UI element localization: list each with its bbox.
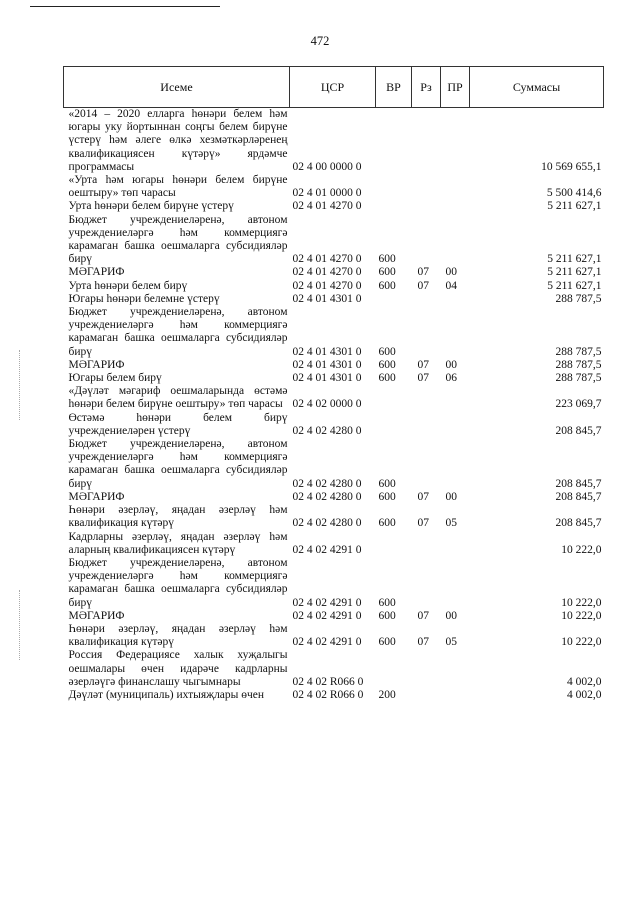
cell-csr: 02 4 00 0000 0 [292,160,362,173]
cell-csr: 02 4 02 4291 0 [292,609,362,622]
budget-table [63,66,604,702]
cell-pr: 00 [445,490,457,503]
cell-rz [412,438,441,491]
table-row [64,689,604,702]
cell-name: Өстәмә һөнәри белем бирү учреждениеләрен үстерү [68,411,288,437]
table-row [64,412,604,438]
cell-rz: 07 [417,372,429,385]
table-row [64,108,604,175]
cell-rz: 07 [417,517,429,530]
cell-sum: 288 787,5 [555,345,602,358]
cell-pr [441,438,470,491]
cell-csr: 02 4 02 R066 0 [292,688,364,701]
cell-rz: 07 [417,266,429,279]
cell-vr: 600 [378,266,396,279]
cell-csr: 02 4 01 4301 0 [292,292,362,305]
cell-name: МӘГАРИФ [68,266,125,279]
cell-sum: 5 211 627,1 [547,279,602,292]
cell-csr: 02 4 02 4280 0 [292,490,362,503]
cell-vr: 600 [378,253,396,266]
cell-pr: 05 [445,636,457,649]
cell-csr: 02 4 01 4301 0 [292,372,362,385]
cell-name: «Урта һәм югары һөнәри белем бирүне оештыру» төп чарасы [68,174,288,200]
cell-rz: 07 [417,609,429,622]
cell-vr [376,108,412,175]
table-row [64,438,604,491]
cell-rz [412,531,441,557]
cell-name: МӘГАРИФ [68,609,125,622]
cell-rz [412,649,441,689]
cell-csr: 02 4 02 4280 0 [292,424,362,437]
cell-pr [441,174,470,200]
cell-sum: 288 787,5 [555,292,602,305]
cell-sum: 208 845,7 [555,477,602,490]
cell-sum: 208 845,7 [555,490,602,503]
table-row [64,200,604,213]
page-number: 472 [310,34,330,48]
cell-sum: 223 069,7 [555,398,602,411]
table-row [64,385,604,411]
cell-rz [412,557,441,610]
cell-rz [412,293,441,306]
cell-vr [376,200,412,213]
cell-csr: 02 4 01 4270 0 [292,266,362,279]
cell-rz [412,174,441,200]
cell-csr: 02 4 02 0000 0 [292,398,362,411]
cell-vr: 600 [378,490,396,503]
cell-csr: 02 4 01 4301 0 [292,345,362,358]
cell-pr: 06 [445,372,457,385]
top-rule [30,6,220,7]
cell-rz [412,385,441,411]
margin-mark [19,350,20,420]
cell-pr: 00 [445,358,457,371]
cell-csr: 02 4 02 4291 0 [292,543,362,556]
cell-pr [441,108,470,175]
cell-name: «Дәүләт мәгариф оешмаларында өстәмә һөнәри белем бирүне оештыру» төп чарасы [68,385,288,411]
cell-name: Бюджет учреждениеләренә, автоном учреждениеләргә һәм коммерциягә карамаган башка оешмаларга субсидияләр бирү [68,213,288,266]
table-row [64,214,604,267]
cell-sum: 10 569 655,1 [541,160,602,173]
cell-rz: 07 [417,279,429,292]
cell-pr: 05 [445,517,457,530]
cell-name: МӘГАРИФ [68,490,125,503]
cell-name: Бюджет учреждениеләренә, автоном учреждениеләргә һәм коммерциягә карамаган башка оешмаларга субсидияләр бирү [68,306,288,358]
cell-rz [412,689,441,702]
cell-rz: 07 [417,358,429,371]
cell-name: Дәүләт (муниципаль) ихтыяҗлары өчен [68,688,265,701]
table-body [64,108,604,703]
cell-vr: 600 [378,636,396,649]
cell-pr [441,385,470,411]
cell-csr: 02 4 01 4301 0 [292,358,362,371]
cell-rz: 07 [417,490,429,503]
cell-name: Бюджет учреждениеләренә, автоном учреждениеләргә һәм коммерциягә карамаган башка оешмаларга субсидияләр бирү [68,438,288,490]
cell-vr: 600 [378,477,396,490]
cell-sum: 10 222,0 [561,596,602,609]
cell-sum: 4 002,0 [567,688,602,701]
cell-pr [441,649,470,689]
cell-name: МӘГАРИФ [68,358,125,371]
cell-rz [412,214,441,267]
cell-rz: 07 [417,636,429,649]
cell-name: Һөнәри әзерләү, яңадан әзерләү һәм квалификация күтәрү [68,504,288,530]
cell-pr: 04 [445,279,457,292]
cell-vr: 600 [378,358,396,371]
cell-sum: 5 211 627,1 [547,253,602,266]
cell-pr [441,214,470,267]
cell-pr [441,557,470,610]
cell-vr: 200 [378,688,396,701]
cell-pr [441,293,470,306]
cell-vr [376,531,412,557]
cell-name: Кадрларны әзерләү, яңадан әзерләү һәм аларның квалификациясен күтәрү [68,530,288,556]
cell-csr: 02 4 01 0000 0 [292,187,362,200]
cell-csr: 02 4 01 4270 0 [292,253,362,266]
cell-vr [376,174,412,200]
cell-sum: 208 845,7 [555,517,602,530]
cell-pr [441,412,470,438]
cell-csr: 02 4 01 4270 0 [292,279,362,292]
table-row [64,623,604,649]
table-row [64,174,604,200]
cell-vr [376,385,412,411]
cell-rz [412,412,441,438]
margin-mark [19,590,20,660]
cell-name: Һөнәри әзерләү, яңадан әзерләү һәм квалификация күтәрү [68,622,288,649]
cell-vr: 600 [378,372,396,385]
cell-vr: 600 [378,609,396,622]
cell-pr [441,306,470,359]
cell-vr [376,293,412,306]
table-row [64,359,604,372]
cell-rz [412,306,441,359]
cell-vr [376,649,412,689]
cell-sum: 5 211 627,1 [547,266,602,279]
cell-sum: 5 500 414,6 [546,187,602,200]
cell-name: «2014 – 2020 елларга һөнәри белем һәм югары уку йортыннан соңгы белем бирүне үстерү һәм әлеге өлкә хезмәткәрләренең квалификациясен күтәрү» ярдәмче программасы [68,108,288,173]
cell-name: Югары белем бирү [68,372,162,385]
table-row [64,491,604,504]
cell-vr: 600 [378,345,396,358]
table-header [64,67,604,108]
cell-pr [441,531,470,557]
cell-sum: 10 222,0 [561,636,602,649]
cell-vr [376,412,412,438]
cell-pr [441,689,470,702]
cell-name: Урта һөнәри белем бирү [68,279,188,292]
table-row [64,557,604,610]
cell-csr: 02 4 02 R066 0 [292,675,364,688]
cell-sum: 10 222,0 [561,543,602,556]
cell-rz [412,200,441,213]
cell-csr: 02 4 02 4291 0 [292,636,362,649]
cell-name: Югары һөнәри белемне үстерү [68,292,220,305]
cell-sum: 208 845,7 [555,424,602,437]
cell-sum: 288 787,5 [555,358,602,371]
cell-vr: 600 [378,596,396,609]
header-name: Исеме [64,67,290,108]
cell-name: Россия Федерациясе халык хуҗалыгы оешмалары өчен идарәче кадрларны әзерләүгә финанслашу чыгымнары [68,649,288,688]
table-row [64,649,604,689]
header-sum: Суммасы [470,67,604,108]
cell-csr: 02 4 02 4280 0 [292,517,362,530]
cell-sum: 10 222,0 [561,609,602,622]
cell-name: Бюджет учреждениеләренә, автоном учреждениеләргә һәм коммерциягә карамаган башка оешмаларга субсидияләр бирү [68,556,288,609]
cell-sum: 288 787,5 [555,372,602,385]
table-row [64,504,604,530]
cell-vr: 600 [378,517,396,530]
header-csr: ЦСР [290,67,376,108]
cell-pr: 00 [445,266,457,279]
header-vr: ВР [376,67,412,108]
table-row [64,293,604,306]
cell-pr: 00 [445,609,457,622]
table-row [64,306,604,359]
cell-sum: 4 002,0 [567,675,602,688]
cell-name: Урта һөнәри белем бирүне үстерү [68,200,234,213]
header-pr: ПР [441,67,470,108]
cell-sum: 5 211 627,1 [547,200,602,213]
cell-csr: 02 4 02 4291 0 [292,596,362,609]
table-row [64,531,604,557]
cell-pr [441,200,470,213]
table-row [64,266,604,279]
table-row [64,280,604,293]
cell-csr: 02 4 01 4270 0 [292,200,362,213]
cell-csr: 02 4 02 4280 0 [292,477,362,490]
table-row [64,372,604,385]
cell-rz [412,108,441,175]
table-row [64,610,604,623]
cell-vr: 600 [378,279,396,292]
header-rz: Рз [412,67,441,108]
